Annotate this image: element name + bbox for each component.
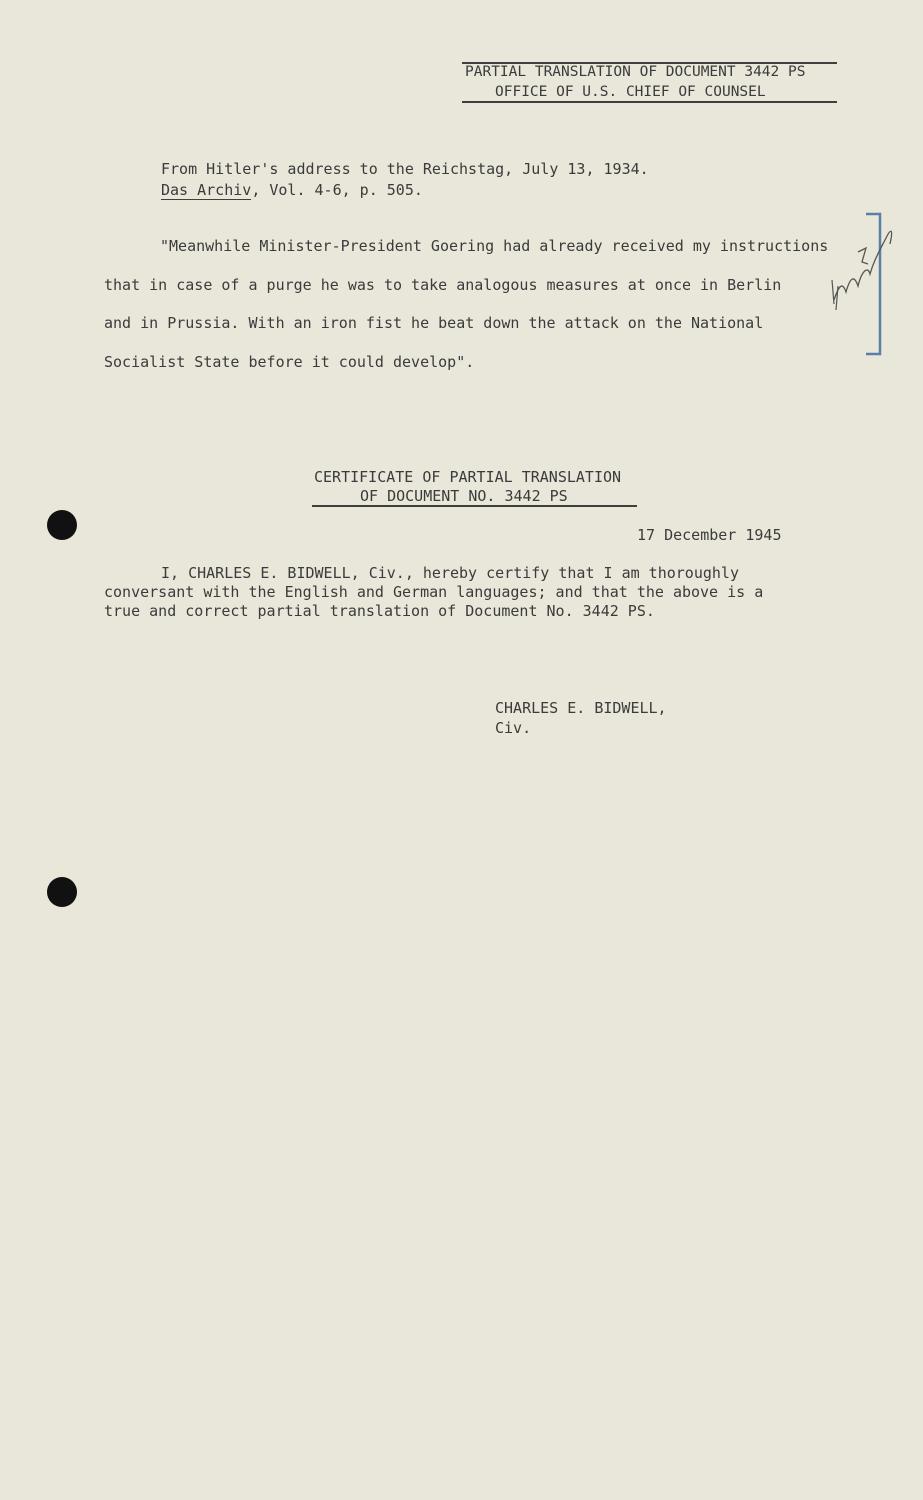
quote-line-1: "Meanwhile Minister-President Goering had already received my instructions (160, 237, 829, 255)
header-office: OFFICE OF U.S. CHIEF OF COUNSEL (495, 84, 766, 100)
source-citation (161, 181, 423, 199)
quote-line-2: that in case of a purge he was to take analogous measures at once in Berlin (104, 276, 782, 294)
certificate-body-line-2: conversant with the English and German languages; and that the above is a (104, 583, 764, 601)
certificate-heading-rule (312, 505, 637, 507)
signature-title: Civ. (495, 719, 532, 737)
quote-line-4: Socialist State before it could develop". (104, 353, 475, 371)
source-title: Das Archiv (161, 181, 252, 199)
quote-line-3: and in Prussia. With an iron fist he beat down the attack on the National (104, 314, 764, 332)
punch-hole-top (47, 510, 77, 540)
source-volume: , Vol. 4-6, p. 505. (251, 181, 423, 199)
signature-name: CHARLES E. BIDWELL, (495, 699, 667, 717)
source-line: From Hitler's address to the Reichstag, July 13, 1934. (161, 160, 649, 178)
certificate-body-line-1: I, CHARLES E. BIDWELL, Civ., hereby certify that I am thoroughly (161, 564, 739, 582)
punch-hole-bottom (47, 877, 77, 907)
certificate-date: 17 December 1945 (637, 526, 782, 544)
header-bottom-rule (462, 101, 837, 103)
certificate-document-number: OF DOCUMENT NO. 3442 PS (360, 487, 568, 505)
certificate-body-line-3: true and correct partial translation of Document No. 3442 PS. (104, 602, 655, 620)
certificate-heading: CERTIFICATE OF PARTIAL TRANSLATION (314, 468, 622, 486)
handwritten-bracket-annotation (828, 208, 908, 368)
header-title: PARTIAL TRANSLATION OF DOCUMENT 3442 PS (465, 64, 806, 80)
